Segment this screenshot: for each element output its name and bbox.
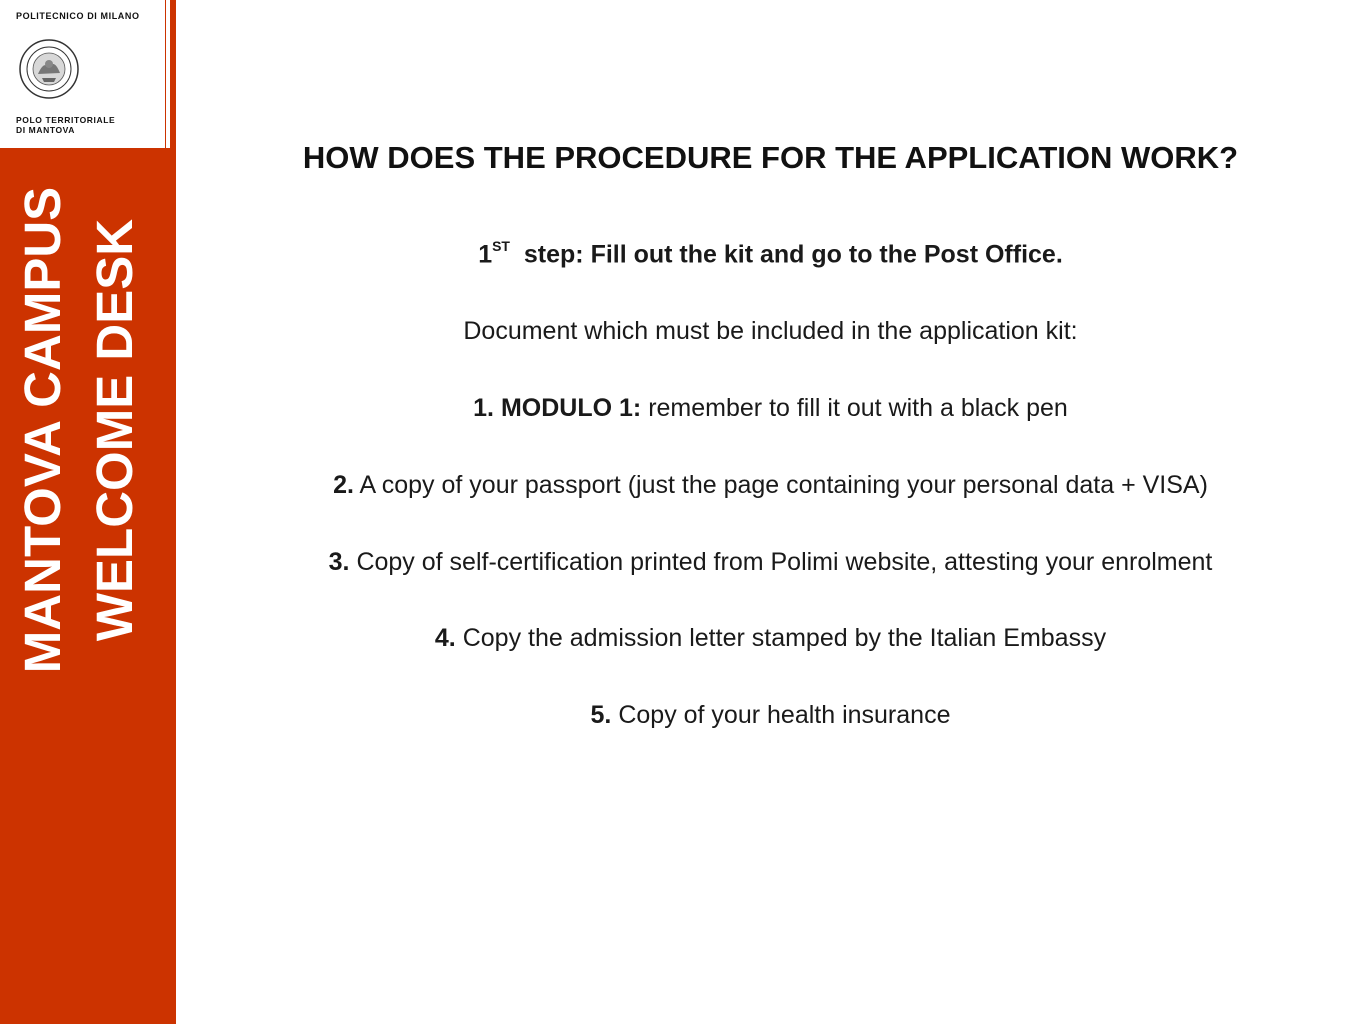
step-superscript: ST	[492, 238, 510, 254]
campus-name-line-1: POLO TERRITORIALE	[16, 115, 116, 125]
list-item	[176, 701, 1365, 730]
sidebar	[0, 0, 176, 1024]
vertical-title-line-2: WELCOME DESK	[86, 218, 143, 642]
list-item	[176, 471, 1365, 500]
item-text: A copy of your passport (just the page containing your personal data + VISA)	[359, 471, 1208, 499]
step-number: 1	[478, 240, 493, 269]
item-number: 1.	[473, 394, 495, 422]
campus-name	[16, 115, 115, 135]
item-number: 5.	[590, 701, 612, 729]
step-heading	[176, 240, 1365, 269]
item-text: Copy the admission letter stamped by the Italian Embassy	[462, 624, 1107, 652]
vertical-title-line-1: MANTOVA CAMPUS	[14, 186, 71, 674]
list-item	[176, 624, 1365, 653]
institution-name: POLITECNICO DI MILANO	[16, 11, 140, 21]
item-label: MODULO 1:	[500, 394, 642, 422]
logo-panel	[0, 0, 165, 148]
campus-name-line-2: DI MANTOVA	[16, 125, 76, 135]
vertical-title	[7, 160, 167, 700]
university-seal-icon	[18, 38, 80, 100]
list-item	[176, 394, 1365, 423]
item-text: Copy of your health insurance	[618, 701, 951, 729]
item-text: Copy of self-certification printed from Polimi website, attesting your enrolment	[356, 548, 1213, 576]
step-text: step: Fill out the kit and go to the Post Office.	[523, 240, 1063, 269]
item-text: remember to fill it out with a black pen	[648, 394, 1068, 422]
item-number: 3.	[328, 548, 350, 576]
item-number: 4.	[434, 624, 456, 652]
list-item	[176, 548, 1365, 577]
sidebar-divider	[166, 0, 170, 148]
page-title: HOW DOES THE PROCEDURE FOR THE APPLICATION WORK?	[302, 140, 1239, 175]
intro-text: Document which must be included in the application kit:	[463, 317, 1078, 345]
slide-content	[176, 0, 1365, 1024]
item-number: 2.	[333, 471, 354, 499]
